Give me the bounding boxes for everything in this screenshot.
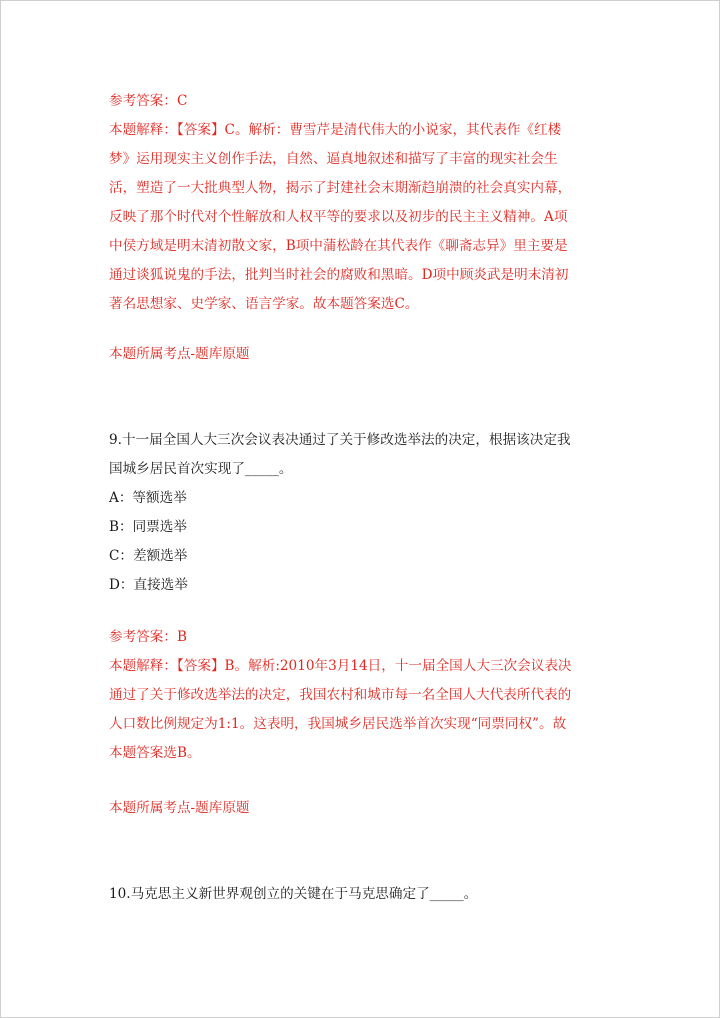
q9-explanation-line-3: 人口数比例规定为1:1。这表明，我国城乡居民选举首次实现“同票同权”。故 <box>109 716 567 732</box>
q9-stem-line-1: 9.十一届全国人大三次会议表决通过了关于修改选举法的决定，根据该决定我 <box>109 432 571 448</box>
q9-topic-section <box>109 794 613 823</box>
q8-explanation-line-3: 活，塑造了一大批典型人物，揭示了封建社会末期渐趋崩溃的社会真实内幕， <box>109 180 572 196</box>
q8-answer-section <box>109 87 613 319</box>
q9-answer-line: 参考答案：B <box>109 629 187 645</box>
q9-topic-line: 本题所属考点-题库原题 <box>109 800 250 816</box>
q8-explanation-line-2: 梦》运用现实主义创作手法，自然、逼真地叙述和描写了丰富的现实社会生 <box>109 151 558 167</box>
q8-topic-section <box>109 340 613 369</box>
q9-question-section <box>109 426 613 600</box>
q8-topic-line: 本题所属考点-题库原题 <box>109 346 250 362</box>
q8-answer-line: 参考答案：C <box>109 93 188 109</box>
q8-explanation-line-5: 中侯方域是明末清初散文家，B项中蒲松龄在其代表作《聊斋志异》里主要是 <box>109 238 568 254</box>
q9-stem-line-2: 国城乡居民首次实现了_____。 <box>109 461 293 477</box>
q8-explanation-line-7: 著名思想家、史学家、语言学家。故本题答案选C。 <box>109 296 419 312</box>
q10-question-section <box>109 880 613 909</box>
q8-explanation-line-4: 反映了那个时代对个性解放和人权平等的要求以及初步的民主主义精神。A项 <box>109 209 568 225</box>
q9-explanation-line-1: 本题解释：【答案】B。解析:2010年3月14日，十一届全国人大三次会议表决 <box>109 658 572 674</box>
q8-explanation-line-1: 本题解释：【答案】C。解析：曹雪芹是清代伟大的小说家，其代表作《红楼 <box>109 122 562 138</box>
q9-option-a: A：等额选举 <box>109 490 187 506</box>
q9-option-b: B：同票选举 <box>109 519 187 535</box>
q9-option-d: D：直接选举 <box>109 577 188 593</box>
q8-explanation-line-6: 通过谈狐说鬼的手法，批判当时社会的腐败和黑暗。D项中顾炎武是明末清初 <box>109 267 569 283</box>
q10-stem-line-1: 10.马克思主义新世界观创立的关键在于马克思确定了_____。 <box>109 886 478 902</box>
q9-answer-section <box>109 623 613 768</box>
q9-explanation-line-2: 通过了关于修改选举法的决定，我国农村和城市每一名全国人大代表所代表的 <box>109 687 572 703</box>
q9-explanation-line-4: 本题答案选B。 <box>109 745 201 761</box>
q9-option-c: C：差额选举 <box>109 548 188 564</box>
